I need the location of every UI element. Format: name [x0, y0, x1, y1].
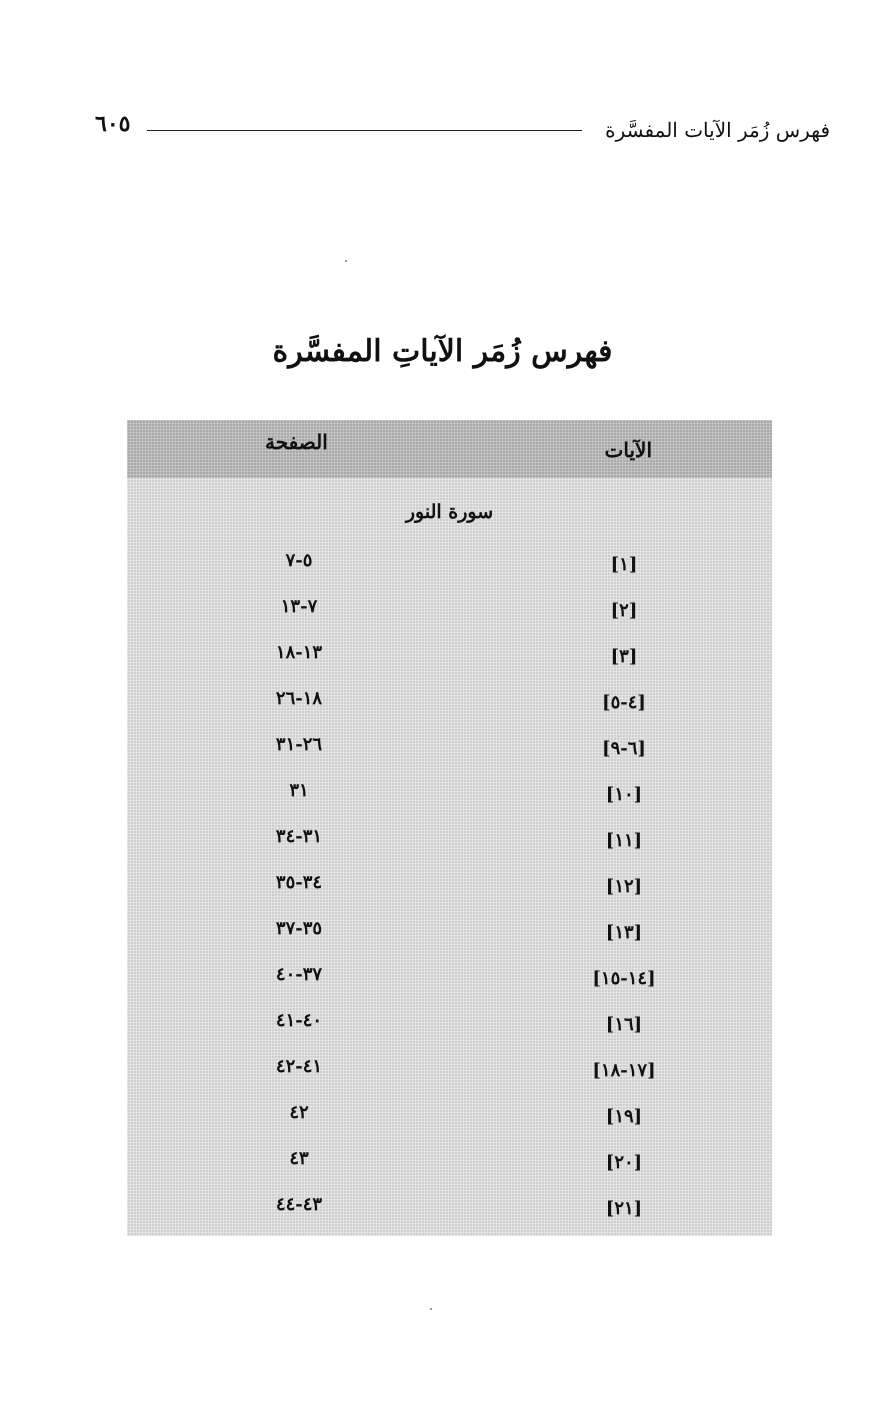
page-cell: ٣١ [289, 780, 309, 801]
ayah-cell: [١٤-١٥] [592, 968, 656, 989]
ayah-cell: [١٣] [605, 922, 643, 943]
ayah-cell: [١٠] [605, 784, 643, 805]
table-body [127, 548, 772, 1238]
page-cell: ٧-١٣ [280, 596, 318, 617]
speck [430, 1308, 432, 1310]
table-row [127, 824, 772, 870]
table-row [127, 916, 772, 962]
table-row [127, 640, 772, 686]
table-row [127, 1192, 772, 1238]
index-table [127, 420, 772, 1236]
page-cell: ٤٣-٤٤ [275, 1194, 323, 1215]
table-row [127, 548, 772, 594]
table-row [127, 1054, 772, 1100]
table-row [127, 870, 772, 916]
ayah-cell: [٢] [610, 600, 638, 621]
ayah-cell: [٦-٩] [602, 738, 646, 759]
page-cell: ٤١-٤٢ [275, 1056, 323, 1077]
ayah-cell: [٢١] [605, 1198, 643, 1219]
ayah-cell: [١٩] [605, 1106, 643, 1127]
ayah-cell: [١١] [605, 830, 643, 851]
table-row [127, 732, 772, 778]
page-cell: ٣١-٣٤ [275, 826, 323, 847]
table-row [127, 1008, 772, 1054]
column-header-page: الصفحة [265, 430, 328, 454]
page-cell: ٢٦-٣١ [275, 734, 323, 755]
page-cell: ١٨-٢٦ [275, 688, 323, 709]
column-header-ayat: الآيات [604, 438, 652, 462]
section-title: سورة النور [405, 501, 494, 523]
ayah-cell: [٢٠] [605, 1152, 643, 1173]
page-cell: ٤٢ [289, 1102, 309, 1123]
page-cell: ٣٧-٤٠ [275, 964, 323, 985]
table-row [127, 686, 772, 732]
page-cell: ٤٣ [289, 1148, 309, 1169]
speck [345, 260, 347, 262]
page-cell: ٣٤-٣٥ [275, 872, 323, 893]
page-number: ٦٠٥ [95, 111, 131, 137]
header-rule [147, 130, 582, 131]
page-cell: ١٣-١٨ [275, 642, 323, 663]
running-header-title: فهرس زُمَر الآيات المفسَّرة [605, 118, 830, 142]
table-row [127, 594, 772, 640]
page-cell: ٥-٧ [285, 550, 313, 571]
table-header-row [127, 420, 772, 478]
ayah-cell: [١٧-١٨] [592, 1060, 656, 1081]
table-row [127, 962, 772, 1008]
table-row [127, 1100, 772, 1146]
ayah-cell: [١] [610, 554, 638, 575]
table-row [127, 1146, 772, 1192]
table-row [127, 778, 772, 824]
ayah-cell: [٣] [610, 646, 638, 667]
page-cell: ٤٠-٤١ [275, 1010, 323, 1031]
ayah-cell: [١٢] [605, 876, 643, 897]
page-cell: ٣٥-٣٧ [275, 918, 323, 939]
ayah-cell: [٤-٥] [602, 692, 646, 713]
running-header [95, 110, 830, 150]
page-title: فهرس زُمَر الآياتِ المفسَّرة [272, 334, 613, 369]
ayah-cell: [١٦] [605, 1014, 643, 1035]
